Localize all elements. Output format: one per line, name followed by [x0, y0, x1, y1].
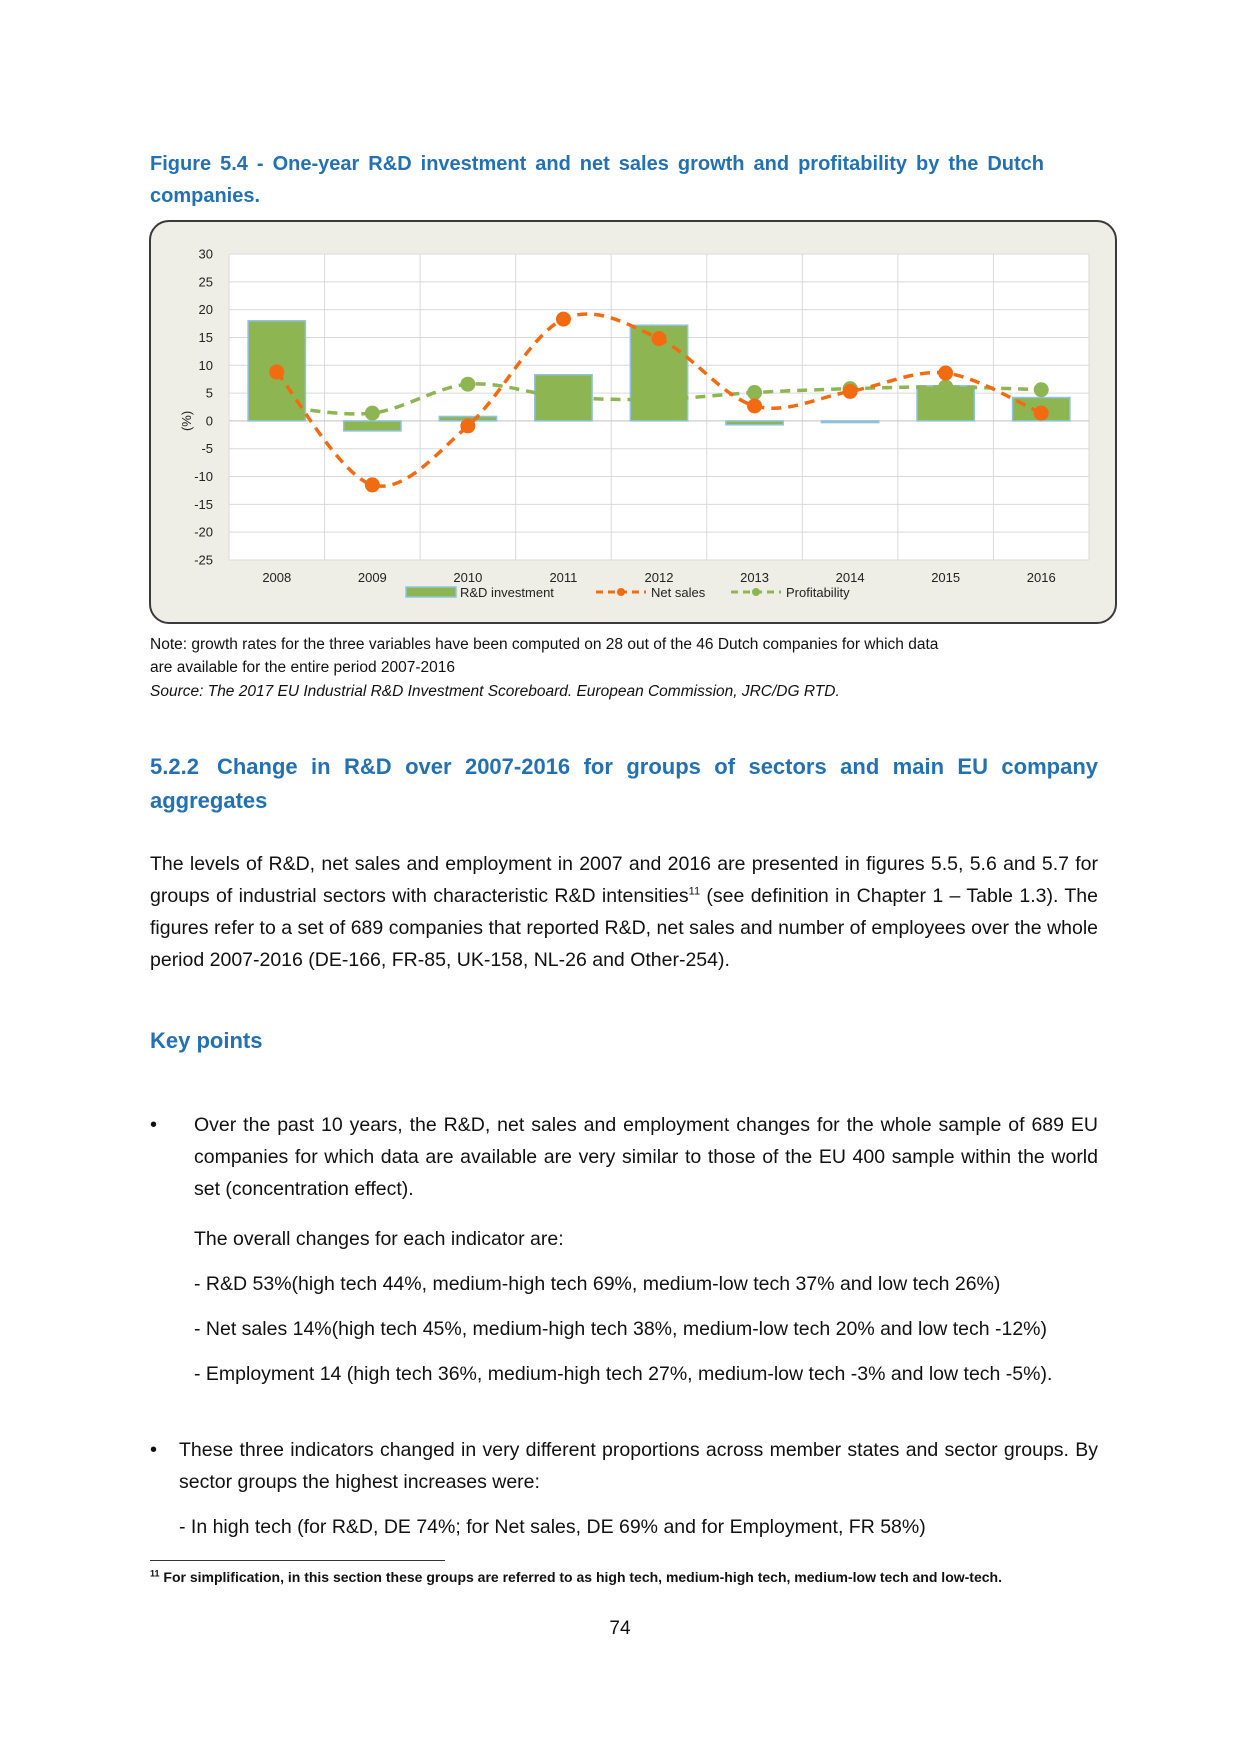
- y-tick-label: 10: [198, 357, 213, 373]
- high-tech-text: - In high tech (for R&D, DE 74%; for Net sales, DE 69% and for Employment, FR 58%): [179, 1516, 926, 1538]
- y-axis-label: (%): [179, 410, 194, 432]
- x-tick-label: 2014: [835, 570, 865, 585]
- bullet-text: Over the past 10 years, the R&D, net sales and employment changes for the whole sample of 689 EU companies for which data are available are very similar to those of the EU 400 sample within the world set (concentration effect).: [194, 1114, 1098, 1200]
- legend-label: Profitability: [786, 585, 850, 600]
- y-tick-label: -5: [201, 441, 213, 457]
- overall-changes-text: The overall changes for each indicator are:: [194, 1228, 564, 1250]
- y-tick-label: -25: [194, 552, 213, 568]
- net-sales-point: [556, 312, 571, 327]
- footnote-ref[interactable]: 11: [688, 885, 701, 898]
- key-points-heading: Key points: [150, 1028, 263, 1053]
- footnote-divider: [150, 1560, 445, 1561]
- y-tick-label: 15: [198, 329, 213, 345]
- bullet-text: These three indicators changed in very different proportions across member states and sector groups. By sector groups the highest increases were:: [179, 1439, 1098, 1493]
- intro-paragraph: [150, 848, 1098, 976]
- net-sales-point: [365, 477, 380, 492]
- legend-label: Net sales: [651, 585, 706, 600]
- y-tick-label: -15: [194, 496, 213, 512]
- intro-text-continued: (see definition in Chapter 1 – Table 1.3). The figures refer to a set of 689 companies that reported R&D, net sales and number of employees over the whole period 2007-2016 (DE-166, FR-85, UK-158, NL-26 and Other-254).: [150, 885, 1098, 971]
- x-tick-label: 2009: [357, 570, 387, 585]
- section-title: Change in R&D over 2007-2016 for groups of sectors and main EU company aggregates: [150, 754, 1098, 813]
- profitability-point: [1034, 382, 1049, 397]
- footnote-number: 11: [150, 1568, 160, 1579]
- x-tick-label: 2012: [644, 570, 674, 585]
- section-number: 5.2.2: [150, 754, 199, 779]
- note-line-1: Note: growth rates for the three variables have been computed on 28 out of the 46 Dutch companies for which data: [150, 636, 939, 653]
- net-sales-change-text: - Net sales 14%(high tech 45%, medium-high tech 38%, medium-low tech 20% and low tech -12%): [194, 1318, 1048, 1340]
- figure-title: Figure 5.4 - One-year R&D investment and net sales growth and profitability by the Dutch companies.: [150, 153, 1044, 207]
- y-tick-label: 0: [205, 413, 213, 429]
- legend-swatch-bar: [406, 587, 456, 597]
- rd-change-text: - R&D 53%(high tech 44%, medium-high tech 69%, medium-low tech 37% and low tech 26%): [194, 1273, 1001, 1295]
- note-line-2: are available for the entire period 2007-2016: [150, 659, 456, 676]
- net-sales-point: [1034, 406, 1049, 421]
- net-sales-point: [269, 364, 284, 379]
- section-heading: [150, 750, 1098, 818]
- legend-label: R&D investment: [460, 585, 554, 600]
- net-sales-point: [460, 418, 475, 433]
- net-sales-point: [747, 398, 762, 413]
- bullet-icon: •: [150, 1114, 158, 1136]
- page-number: 74: [609, 1618, 631, 1639]
- footnote-text: For simplification, in this section these groups are referred to as high tech, medium-high tech, medium-low tech and low-tech.: [159, 1569, 1002, 1585]
- footnote: [150, 1569, 1098, 1585]
- y-tick-label: -10: [194, 469, 213, 485]
- bullet-icon: •: [150, 1439, 158, 1461]
- profitability-point: [556, 389, 571, 404]
- y-tick-label: -20: [194, 524, 213, 540]
- x-tick-label: 2010: [453, 570, 483, 585]
- bullet-item: [150, 1109, 1098, 1205]
- profitability-point: [460, 377, 475, 392]
- y-tick-label: 5: [205, 385, 213, 401]
- legend-swatch-marker: [752, 588, 760, 596]
- profitability-point: [747, 385, 762, 400]
- bullet-item: [150, 1434, 1098, 1498]
- profitability-point: [269, 398, 284, 413]
- legend-swatch-marker: [617, 588, 625, 596]
- bar: [726, 421, 783, 425]
- x-tick-label: 2011: [549, 570, 578, 585]
- profitability-point: [365, 406, 380, 421]
- net-sales-point: [938, 366, 953, 381]
- x-tick-label: 2013: [740, 570, 770, 585]
- net-sales-point: [652, 331, 667, 346]
- bar: [344, 421, 401, 431]
- y-tick-label: 20: [198, 302, 213, 318]
- chart-panel: [149, 220, 1117, 624]
- intro-text: The levels of R&D, net sales and employment in 2007 and 2016 are presented in figures 5.5, 5.6 and 5.7 for groups of industrial sectors with characteristic R&D intensities: [150, 853, 1098, 907]
- y-tick-label: 25: [198, 274, 213, 290]
- profitability-point: [652, 392, 667, 407]
- chart: [151, 222, 1115, 622]
- profitability-point: [938, 379, 953, 394]
- bar: [821, 421, 878, 423]
- chart-note: [150, 633, 1050, 679]
- x-tick-label: 2015: [931, 570, 961, 585]
- net-sales-point: [843, 384, 858, 399]
- y-tick-label: 30: [198, 246, 213, 262]
- chart-source: Source: The 2017 EU Industrial R&D Investment Scoreboard. European Commission, JRC/DG RTD.: [150, 683, 840, 700]
- employment-change-text: - Employment 14 (high tech 36%, medium-high tech 27%, medium-low tech -3% and low tech -5%).: [194, 1363, 1053, 1385]
- x-tick-label: 2008: [262, 570, 292, 585]
- x-tick-label: 2016: [1026, 570, 1056, 585]
